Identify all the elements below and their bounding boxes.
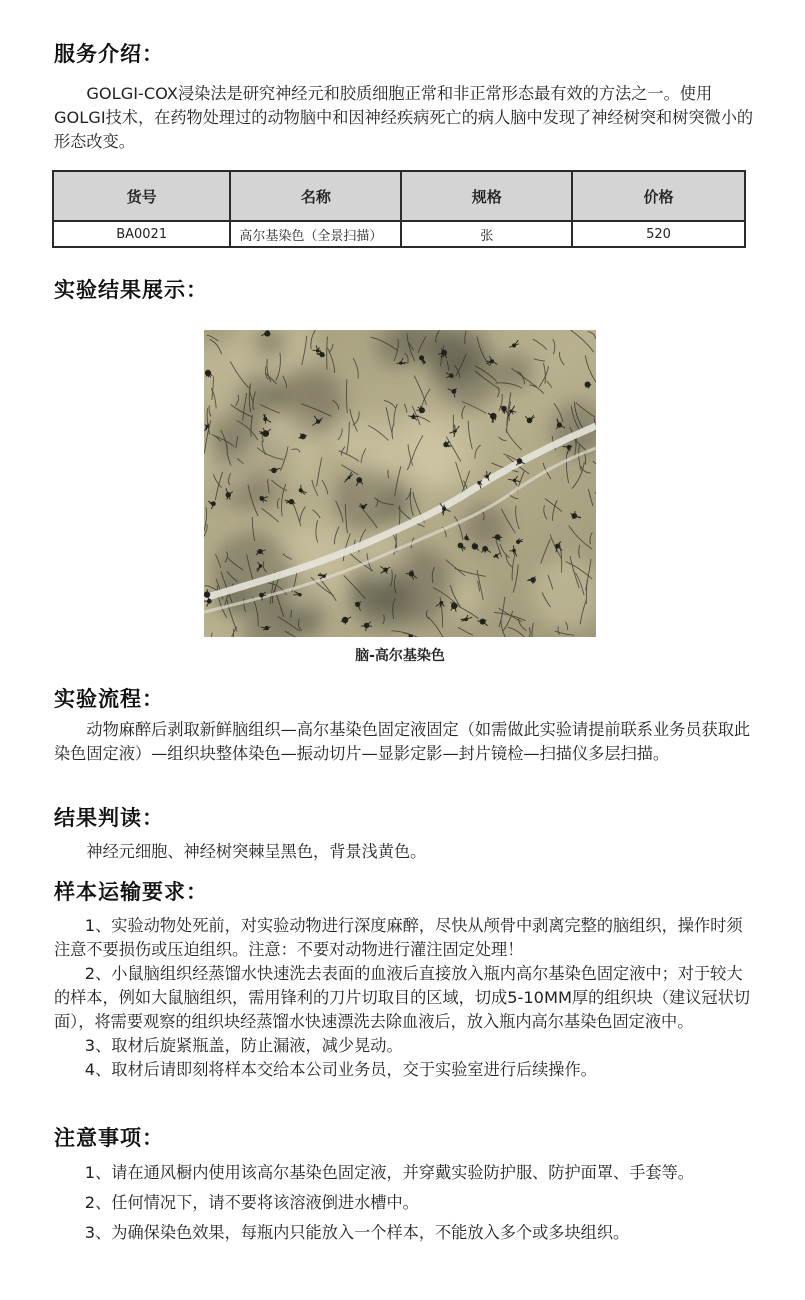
tissue-blob xyxy=(417,449,450,482)
process-title: 实验流程： xyxy=(54,687,164,711)
interpretation-title: 结果判读： xyxy=(54,806,164,830)
header-spec: 规格 xyxy=(401,171,572,221)
header-name: 名称 xyxy=(230,171,401,221)
service-description-block xyxy=(54,82,754,154)
transport-item-4: 4、取材后请即刻将样本交给本公司业务员，交于实验室进行后续操作。 xyxy=(84,1060,597,1079)
note-item-3: 3、为确保染色效果，每瓶内只能放入一个样本，不能放入多个或多块组织。 xyxy=(84,1223,630,1242)
table-row xyxy=(53,221,745,247)
process-block xyxy=(54,718,754,766)
process-text: 动物麻醉后剥取新鲜脑组织—高尔基染色固定液固定（如需做此实验请提前联系业务员获取此染色固定液）—组织块整体染色—振动切片—显影定影—封片镜检—扫描仪多层扫描。 xyxy=(54,720,751,763)
cell-name: 高尔基染色（全景扫描） xyxy=(230,221,401,247)
results-title: 实验结果展示： xyxy=(54,278,208,302)
cell-price: 520 xyxy=(572,221,745,247)
tissue-blob xyxy=(423,330,475,382)
header-sku: 货号 xyxy=(53,171,230,221)
tissue-blob xyxy=(346,416,406,476)
table-header-row xyxy=(53,171,745,221)
header-price: 价格 xyxy=(572,171,745,221)
note-item-2: 2、任何情况下，请不要将该溶液倒进水槽中。 xyxy=(84,1193,419,1212)
service-title: 服务介绍： xyxy=(54,42,164,66)
transport-item-2: 2、小鼠脑组织经蒸馏水快速洗去表面的血液后直接放入瓶内高尔基染色固定液中；对于较大的样本，例如大鼠脑组织，需用锋利的刀片切取目的区域，切成5-10MM厚的组织块（建议冠状切面），将需要观察的组织块经蒸馏水快速漂洗去除血液后，放入瓶内高尔基染色固定液中。 xyxy=(54,964,750,1031)
product-table xyxy=(52,170,746,248)
tissue-blob xyxy=(334,465,402,533)
cell-spec: 张 xyxy=(401,221,572,247)
dendrite-fiber xyxy=(291,610,292,618)
service-description: GOLGI-COX浸染法是研究神经元和胶质细胞正常和非正常形态最有效的方法之一。使用GOLGI技术，在药物处理过的动物脑中和因神经疾病死亡的病人脑中发现了神经树突和树突微小的形态改变。 xyxy=(54,84,754,151)
note-item-1: 1、请在通风橱内使用该高尔基染色固定液，并穿戴实验防护服、防护面罩、手套等。 xyxy=(84,1163,694,1182)
notes-title: 注意事项： xyxy=(54,1126,164,1150)
notes-block xyxy=(54,1161,754,1245)
micrograph-image xyxy=(204,330,596,637)
transport-title: 样本运输要求： xyxy=(54,880,208,904)
transport-item-1: 1、实验动物处死前，对实验动物进行深度麻醉，尽快从颅骨中剥离完整的脑组织，操作时须注意不要损伤或压迫组织。注意：不要对动物进行灌注固定处理！ xyxy=(54,916,743,959)
interpretation-block xyxy=(54,840,754,864)
golgi-stain-micrograph xyxy=(204,330,596,637)
cell-sku: BA0021 xyxy=(53,221,230,247)
interpretation-text: 神经元细胞、神经树突棘呈黑色，背景浅黄色。 xyxy=(86,842,427,861)
image-caption: 脑-高尔基染色 xyxy=(355,648,445,664)
transport-item-3: 3、取材后旋紧瓶盖，防止漏液，减少晃动。 xyxy=(84,1036,403,1055)
transport-block xyxy=(54,914,754,1082)
tissue-blob xyxy=(495,353,533,391)
